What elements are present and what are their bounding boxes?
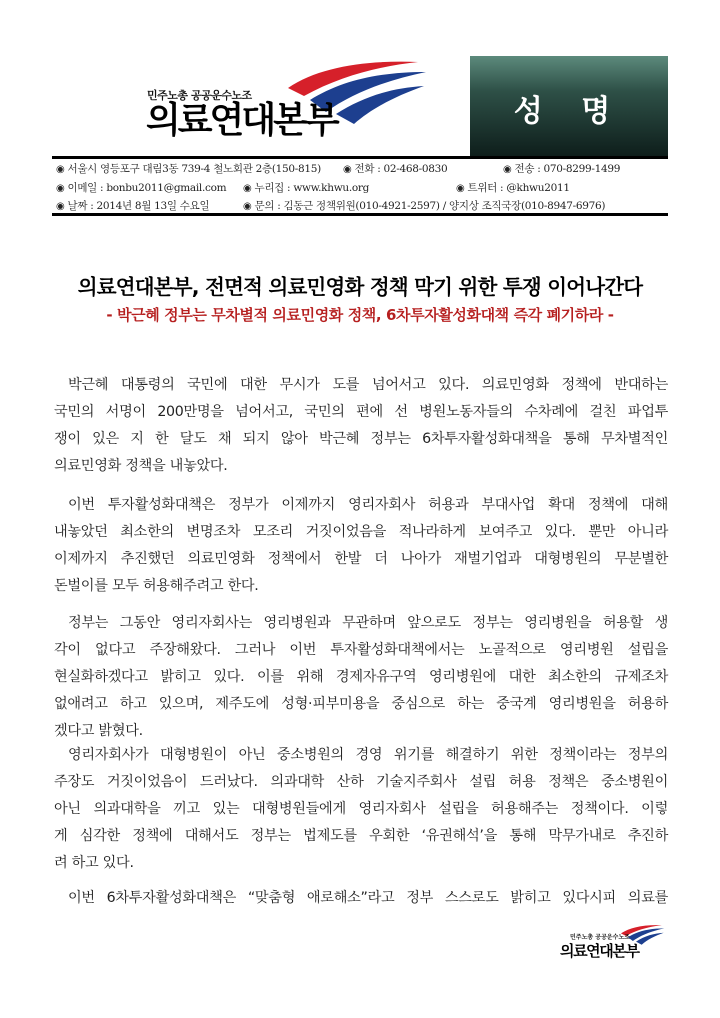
info-address: 서울시 영등포구 대림3동 739-4 철노회관 2층(150-815) bbox=[67, 163, 321, 175]
document-subtitle: - 박근혜 정부는 무차별적 의료민영화 정책, 6차투자활성화대책 즉각 폐기하라 - bbox=[106, 306, 614, 324]
body-line: 게 심각한 정책에 대해서도 정부는 법제도를 우회한 ‘유권해석’을 통해 막무가내로 추진하 bbox=[54, 828, 668, 844]
info-phone: 전화 : 02-468-0830 bbox=[354, 163, 448, 175]
body-line: 려 하고 있다. bbox=[54, 855, 134, 871]
body-line: 내놓았던 최소한의 변명조차 모조리 거짓이었음을 적나라하게 보여주고 있다. 뿐만 아니라 bbox=[54, 524, 668, 540]
logo-union-name: 민주노총 공공운수노조 bbox=[147, 89, 252, 102]
footer-org-name: 의료연대본부 bbox=[560, 942, 639, 960]
info-date: 날짜 : 2014년 8월 13일 수요일 bbox=[67, 200, 210, 212]
info-fax-wrap bbox=[503, 161, 620, 176]
bullet-icon: ◉ bbox=[456, 183, 465, 194]
info-fax: 전송 : 070-8299-1499 bbox=[514, 163, 621, 175]
bullet-icon: ◉ bbox=[243, 201, 252, 212]
info-contact-wrap bbox=[243, 198, 605, 213]
info-line-3 bbox=[56, 198, 209, 213]
document-title: 의료연대본부, 전면적 의료민영화 정책 막기 위한 투쟁 이어나간다 bbox=[77, 275, 643, 299]
body-line: 이제까지 추진했던 의료민영화 정책에서 한발 더 나아가 재벌기업과 대형병원의 무분별한 bbox=[54, 551, 668, 567]
body-line: 쟁이 있은 지 한 달도 채 되지 않아 박근혜 정부는 6차투자활성화대책을 통해 무차별적인 bbox=[54, 431, 668, 447]
statement-badge bbox=[470, 56, 668, 156]
info-twitter-wrap bbox=[456, 180, 570, 195]
body-line: 의료민영화 정책을 내놓았다. bbox=[54, 458, 228, 474]
paragraph-3 bbox=[54, 610, 668, 745]
info-contact: 문의 : 김동근 정책위원(010-4921-2597) / 양지상 조직국장(010-8947-6976) bbox=[254, 200, 606, 212]
statement-label: 성 명 bbox=[513, 94, 625, 129]
info-line-2 bbox=[56, 180, 226, 195]
footer-union-name: 민주노총 공공운수노조 bbox=[570, 934, 631, 941]
logo-org-name: 의료연대본부 bbox=[146, 100, 337, 141]
paragraph-2 bbox=[54, 492, 668, 600]
body-line: 국민의 서명이 200만명을 넘어서고, 국민의 편에 선 병원노동자들의 수차례에 걸친 파업투 bbox=[54, 404, 668, 420]
bullet-icon: ◉ bbox=[243, 183, 252, 194]
info-email[interactable]: 이메일 : bonbu2011@gmail.com bbox=[67, 182, 227, 194]
info-twitter[interactable]: 트위터 : @khwu2011 bbox=[467, 182, 570, 194]
body-line: 정부는 그동안 영리자회사는 영리병원과 무관하며 앞으로도 정부는 영리병원을 허용할 생 bbox=[68, 615, 668, 631]
info-website-wrap bbox=[243, 180, 369, 195]
body-line: 영리자회사가 대형병원이 아닌 중소병원의 경영 위기를 해결하기 위한 정책이라는 정부의 bbox=[68, 747, 668, 763]
bullet-icon: ◉ bbox=[503, 164, 512, 175]
body-line: 박근혜 대통령의 국민에 대한 무시가 도를 넘어서고 있다. 의료민영화 정책에 반대하는 bbox=[68, 377, 668, 393]
letterhead bbox=[52, 56, 668, 156]
body-line: 이번 투자활성화대책은 정부가 이제까지 영리자회사 허용과 부대사업 확대 정책에 대해 bbox=[68, 497, 668, 513]
paragraph-1 bbox=[54, 372, 668, 480]
header-rule-bottom bbox=[52, 213, 668, 216]
paragraph-4 bbox=[54, 742, 668, 877]
bullet-icon: ◉ bbox=[56, 183, 65, 194]
body-line: 겠다고 밝혔다. bbox=[54, 723, 143, 739]
org-logo bbox=[52, 56, 464, 156]
footer-logo bbox=[560, 930, 668, 970]
body-line: 주장도 거짓이었음이 드러났다. 의과대학 산하 기술지주회사 설립 허용 정책은 중소병원이 bbox=[54, 774, 668, 790]
header-rule-top bbox=[52, 156, 668, 159]
paragraph-5 bbox=[54, 885, 668, 912]
body-line: 아닌 의과대학을 끼고 있는 대형병원들에게 영리자회사 설립을 허용해주는 정책이다. 이렇 bbox=[54, 801, 668, 817]
bullet-icon: ◉ bbox=[56, 201, 65, 212]
info-line-1 bbox=[56, 161, 321, 176]
body-line: 돈벌이를 모두 허용해주려고 한다. bbox=[54, 578, 259, 594]
body-line: 이번 6차투자활성화대책은 “맞춤형 애로해소”라고 정부 스스로도 밝히고 있다시피 의료를 bbox=[68, 890, 668, 906]
info-website[interactable]: 누리집 : www.khwu.org bbox=[254, 182, 370, 194]
bullet-icon: ◉ bbox=[56, 164, 65, 175]
body-line: 없애려고 하고 있으며, 제주도에 성형·피부미용을 중심으로 하는 중국계 영리병원을 허용하 bbox=[54, 696, 668, 712]
body-line: 현실화하겠다고 밝히고 있다. 이를 위해 경제자유구역 영리병원에 대한 최소한의 규제조차 bbox=[54, 669, 668, 685]
body-line: 각이 없다고 주장해왔다. 그러나 이번 투자활성화대책에서는 노골적으로 영리병원 설립을 bbox=[54, 642, 668, 658]
bullet-icon: ◉ bbox=[343, 164, 352, 175]
info-phone-wrap bbox=[343, 161, 447, 176]
